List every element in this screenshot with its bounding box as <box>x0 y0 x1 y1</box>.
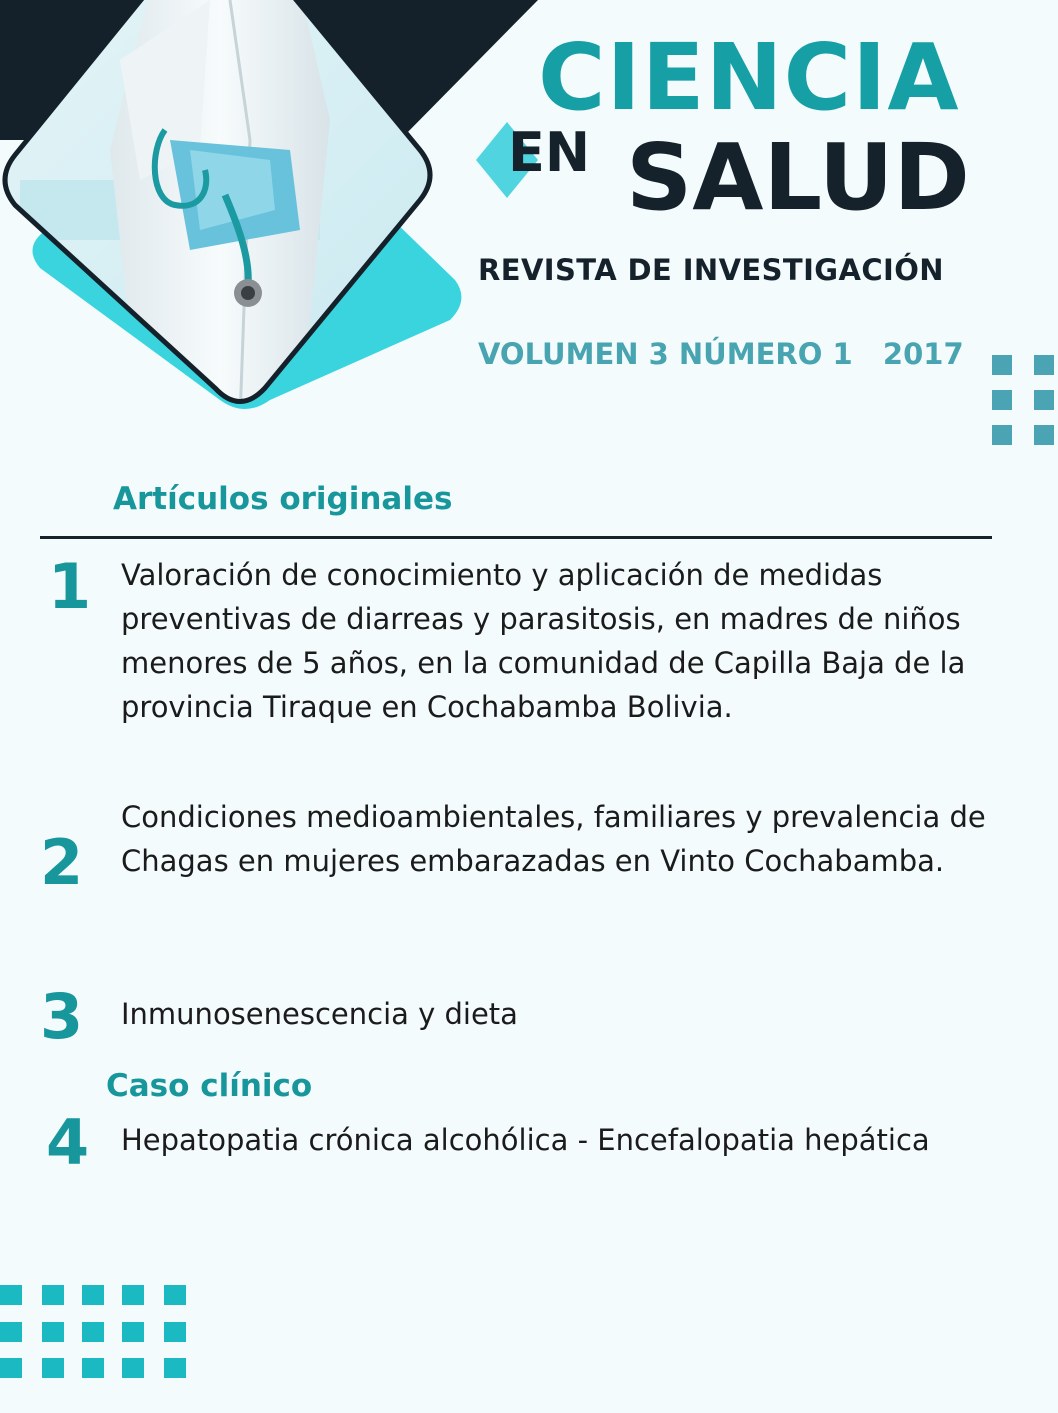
article-title: Hepatopatia crónica alcohólica - Encefalopatia hepática <box>121 1123 930 1157</box>
section-title-caso-clinico: Caso clínico <box>106 1068 313 1104</box>
journal-title-en: EN <box>508 121 591 184</box>
article-number: 3 <box>40 980 84 1053</box>
article-number: 1 <box>48 550 92 623</box>
journal-subtitle: REVISTA DE INVESTIGACIÓN <box>478 253 944 287</box>
issue-info: VOLUMEN 3 NÚMERO 1 2017 <box>478 337 964 371</box>
cover-photo-doctor <box>0 0 470 440</box>
journal-title-salud: SALUD <box>626 124 970 231</box>
article-title: Inmunosenescencia y dieta <box>121 997 518 1031</box>
section-title-articulos-originales: Artículos originales <box>113 481 453 517</box>
decorative-dots-right <box>992 355 1058 447</box>
article-title: Condiciones medioambientales, familiares y prevalencia de Chagas en mujeres embarazadas en Vinto Cochabamba. <box>121 800 986 878</box>
decorative-dots-bottom <box>0 1285 190 1385</box>
journal-title-ciencia: CIENCIA <box>538 24 960 131</box>
article-number: 4 <box>46 1106 90 1179</box>
section-divider <box>40 536 992 539</box>
article-title: Valoración de conocimiento y aplicación de medidas preventivas de diarreas y parasitosis, en madres de niños menores de 5 años, en la comunidad de Capilla Baja de la provincia Tiraque en Cochabamba Bolivia. <box>121 558 966 724</box>
article-number: 2 <box>40 826 84 899</box>
